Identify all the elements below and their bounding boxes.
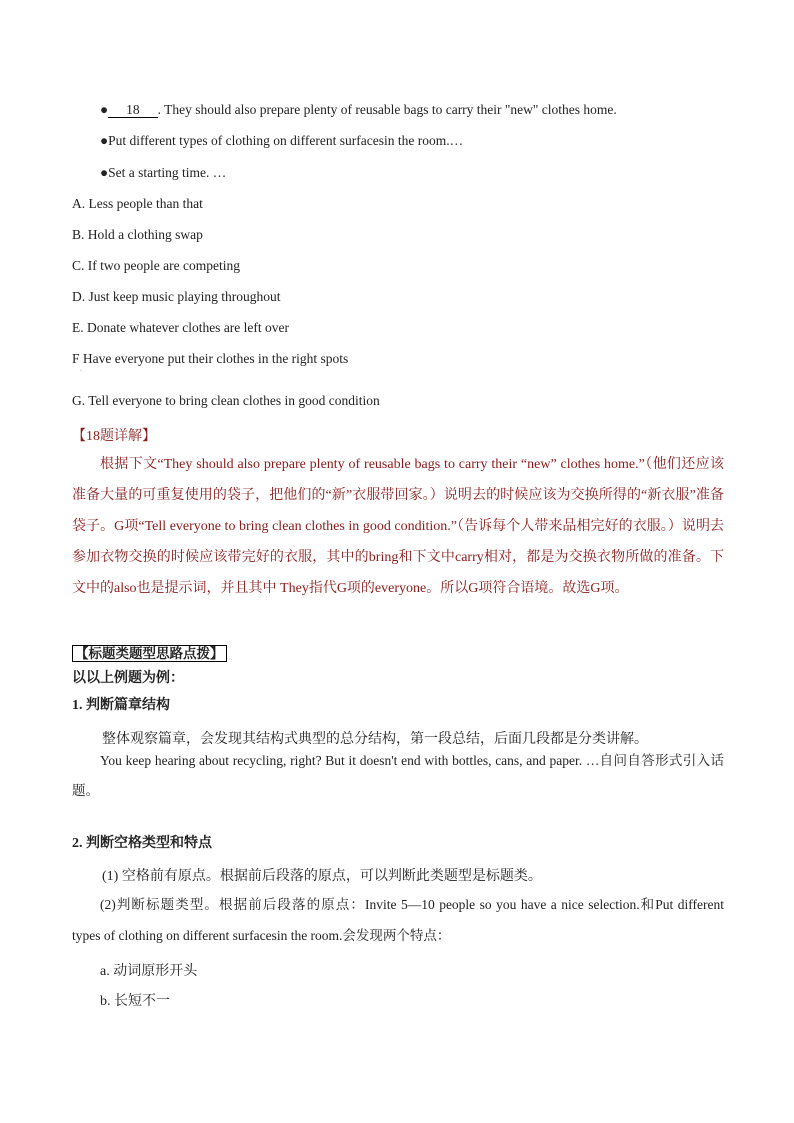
step2-paragraph-2: (2)判断标题类型。根据前后段落的原点：Invite 5—10 people so you have a nice selection.和Put different types of clothing on different surfacesin the room.会发现两个特点： <box>72 897 724 943</box>
step2-title: 2. 判断空格类型和特点 <box>72 836 212 851</box>
point-a: a. 动词原形开头 <box>100 964 198 979</box>
answer-blank-18: 18 <box>108 102 158 118</box>
bullet-1-text: . They should also prepare plenty of reusable bags to carry their "new" clothes home. <box>157 102 617 117</box>
option-b: B. Hold a clothing swap <box>72 227 203 242</box>
passage-bullet-3: ●Set a starting time. … <box>100 165 227 180</box>
step1-paragraph-2: You keep hearing about recycling, right? But it doesn't end with bottles, cans, and paper. …自问自答形式引入话题。 <box>72 753 724 798</box>
explain-title: 【18题详解】 <box>72 429 156 444</box>
tips-heading: 【标题类题型思路点拨】 <box>72 645 227 662</box>
option-e: E. Donate whatever clothes are left over <box>72 320 290 335</box>
passage-bullet-2: ●Put different types of clothing on different surfacesin the room.… <box>100 133 464 148</box>
step1-paragraph-1: 整体观察篇章，会发现其结构式典型的总分结构，第一段总结，后面几段都是分类讲解。 <box>102 732 648 747</box>
option-a: A. Less people than that <box>72 196 203 211</box>
step1-title: 1. 判断篇章结构 <box>72 698 170 713</box>
bullet-mark: ● <box>100 102 109 117</box>
explain-body: 根据下文“They should also prepare plenty of reusable bags to carry their “new” clothes home.”（他们还应该准备大量的可重复使用的袋子，把他们的“新”衣服带回家。）说明去的时候应该为交换所得的“新衣服”准备袋子。G项“Tell everyone to bring clean clothes in good condition.”（告诉每个人带来品相完好的衣服。）说明去参加衣物交换的时候应该带完好的衣服，其中的bring和下文中carry相对，都是为交换衣物所做的准备。下文中的also也是提示词，并且其中 They指代G项的everyone。所以G项符合语境。故选G项。 <box>72 457 724 596</box>
option-g: G. Tell everyone to bring clean clothes in good condition <box>72 393 380 408</box>
tips-heading-box <box>72 642 227 663</box>
option-f: F Have everyone put their clothes in the right spots <box>72 351 349 366</box>
option-c: C. If two people are competing <box>72 258 240 273</box>
tips-intro: 以以上例题为例： <box>72 671 184 686</box>
step2-paragraph-1: (1) 空格前有原点。根据前后段落的原点，可以判断此类题型是标题类。 <box>102 869 542 884</box>
passage-bullet-1 <box>100 102 617 118</box>
option-f-dot: · <box>80 368 82 374</box>
option-d: D. Just keep music playing throughout <box>72 289 281 304</box>
point-b: b. 长短不一 <box>100 994 170 1009</box>
